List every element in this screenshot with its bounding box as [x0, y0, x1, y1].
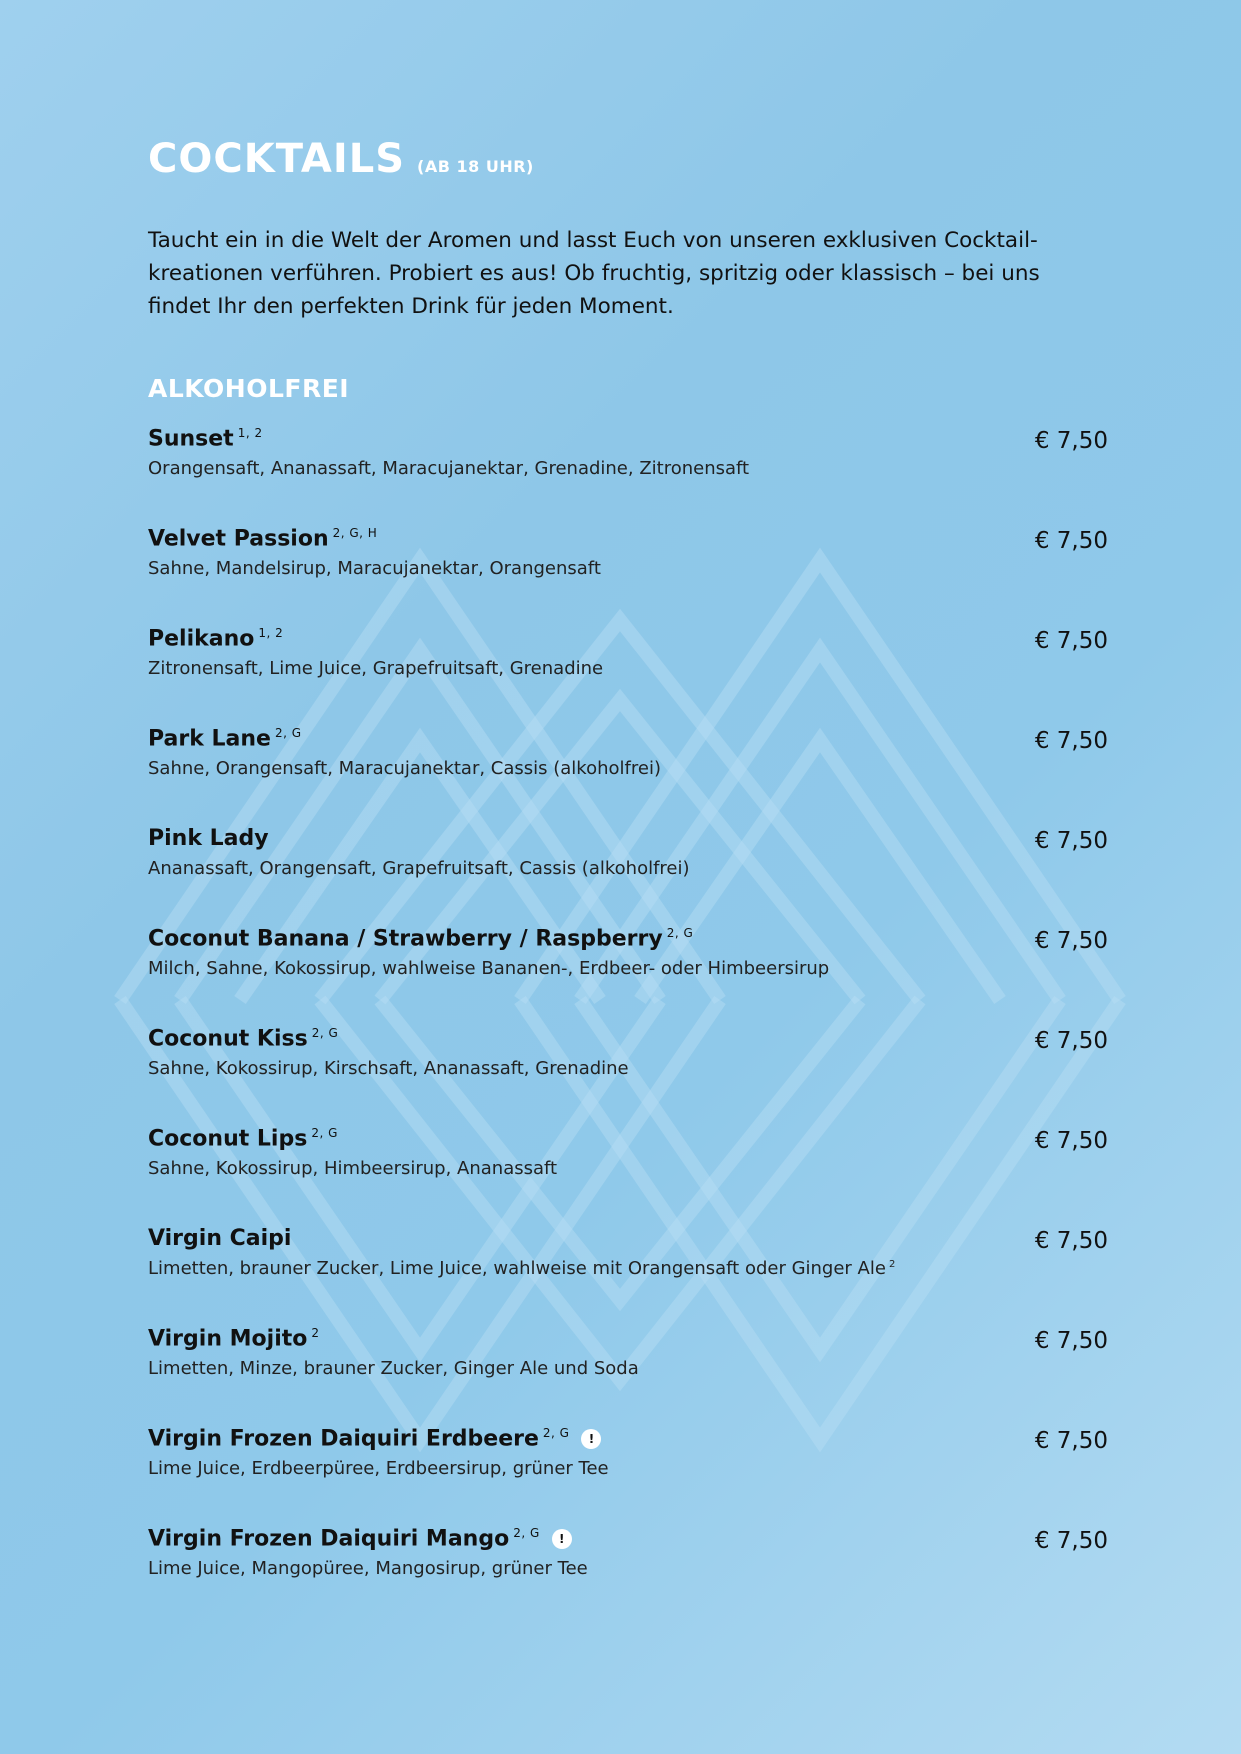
item-price: € 7,50 — [1034, 528, 1108, 554]
item-description: Sahne, Kokossirup, Kirschsaft, Ananassaft, Grenadine — [148, 1058, 629, 1079]
menu-item — [148, 726, 1108, 796]
item-allergens: 2 — [311, 1326, 320, 1340]
menu-item — [148, 926, 1108, 996]
item-price: € 7,50 — [1034, 728, 1108, 754]
menu-item — [148, 426, 1108, 496]
menu-item — [148, 1026, 1108, 1096]
item-description: Lime Juice, Mangopüree, Mangosirup, grüner Tee — [148, 1558, 588, 1579]
item-allergens: 2, G — [311, 1026, 339, 1040]
item-allergens: 2, G — [542, 1426, 570, 1440]
item-name: Coconut Banana / Strawberry / Raspberry $^{2, G}$ — [148, 926, 694, 952]
item-description: Milch, Sahne, Kokossirup, wahlweise Bananen-, Erdbeer- oder Himbeersirup — [148, 958, 830, 979]
item-price: € 7,50 — [1034, 1528, 1108, 1554]
item-description: Limetten, brauner Zucker, Lime Juice, wahlweise mit Orangensaft oder Ginger Ale $^2$ — [148, 1258, 896, 1279]
item-price: € 7,50 — [1034, 428, 1108, 454]
item-allergens: 2, G — [513, 1526, 540, 1540]
item-price: € 7,50 — [1034, 1028, 1108, 1054]
item-allergens: 2, G — [274, 726, 302, 740]
item-allergens: 2, G — [311, 1126, 338, 1140]
section-title: ALKOHOLFREI — [148, 374, 350, 403]
item-name: Pelikano $^{1, 2}$ — [148, 626, 284, 652]
item-description-allergens: 2 — [888, 1259, 896, 1270]
menu-item — [148, 626, 1108, 696]
item-price: € 7,50 — [1034, 928, 1108, 954]
item-price: € 7,50 — [1034, 828, 1108, 854]
item-description: Orangensaft, Ananassaft, Maracujanektar, Grenadine, Zitronensaft — [148, 458, 750, 479]
item-price: € 7,50 — [1034, 1228, 1108, 1254]
item-name: Pink Lady — [148, 826, 269, 851]
item-description: Lime Juice, Erdbeerpüree, Erdbeersirup, grüner Tee — [148, 1458, 609, 1479]
item-allergens: 2, G, H — [332, 526, 378, 540]
item-name: Virgin Caipi — [148, 1226, 292, 1251]
item-price: € 7,50 — [1034, 1328, 1108, 1354]
menu-item — [148, 826, 1108, 896]
menu-item — [148, 1226, 1108, 1296]
page-title — [148, 136, 534, 182]
item-description: Limetten, Minze, brauner Zucker, Ginger Ale und Soda — [148, 1358, 639, 1379]
item-price: € 7,50 — [1034, 628, 1108, 654]
item-name: Park Lane $^{2, G}$ — [148, 726, 302, 752]
exclamation-circle-icon: ! — [581, 1429, 601, 1449]
title-subtitle: (AB 18 UHR) — [417, 157, 534, 176]
title-text: COCKTAILS — [148, 136, 406, 182]
menu-item — [148, 1426, 1108, 1496]
item-description: Zitronensaft, Lime Juice, Grapefruitsaft, Grenadine — [148, 658, 604, 679]
menu-item — [148, 526, 1108, 596]
menu-item — [148, 1326, 1108, 1396]
item-allergens: 1, 2 — [258, 626, 284, 640]
intro-text: Taucht ein in die Welt der Aromen und lasst Euch von unseren exklusiven Cocktail-kreationen verführen. Probiert es aus! Ob fruchtig, spritzig oder klassisch – bei uns findet Ihr den perfekten Drink für jeden Moment. — [148, 228, 1040, 319]
menu-item — [148, 1526, 1108, 1596]
item-name: Virgin Frozen Daiquiri Erdbeere $^{2, G}$ ! — [148, 1426, 601, 1451]
item-description: Ananassaft, Orangensaft, Grapefruitsaft, Cassis (alkoholfrei) — [148, 858, 690, 879]
item-name: Virgin Mojito $^2$ — [148, 1326, 320, 1352]
item-allergens: 2, G — [666, 926, 694, 940]
menu-item — [148, 1126, 1108, 1196]
item-name: Velvet Passion $^{2, G, H}$ — [148, 526, 378, 552]
item-price: € 7,50 — [1034, 1128, 1108, 1154]
item-name: Coconut Kiss $^{2, G}$ — [148, 1026, 339, 1052]
item-name: Virgin Frozen Daiquiri Mango $^{2, G}$ ! — [148, 1526, 572, 1551]
item-name: Coconut Lips $^{2, G}$ — [148, 1126, 338, 1152]
exclamation-circle-icon: ! — [552, 1529, 572, 1549]
item-description: Sahne, Orangensaft, Maracujanektar, Cassis (alkoholfrei) — [148, 758, 661, 779]
item-description: Sahne, Mandelsirup, Maracujanektar, Orangensaft — [148, 558, 601, 579]
item-allergens: 1, 2 — [237, 426, 263, 440]
item-name: Sunset $^{1, 2}$ — [148, 426, 263, 452]
item-price: € 7,50 — [1034, 1428, 1108, 1454]
item-description: Sahne, Kokossirup, Himbeersirup, Ananassaft — [148, 1158, 558, 1179]
